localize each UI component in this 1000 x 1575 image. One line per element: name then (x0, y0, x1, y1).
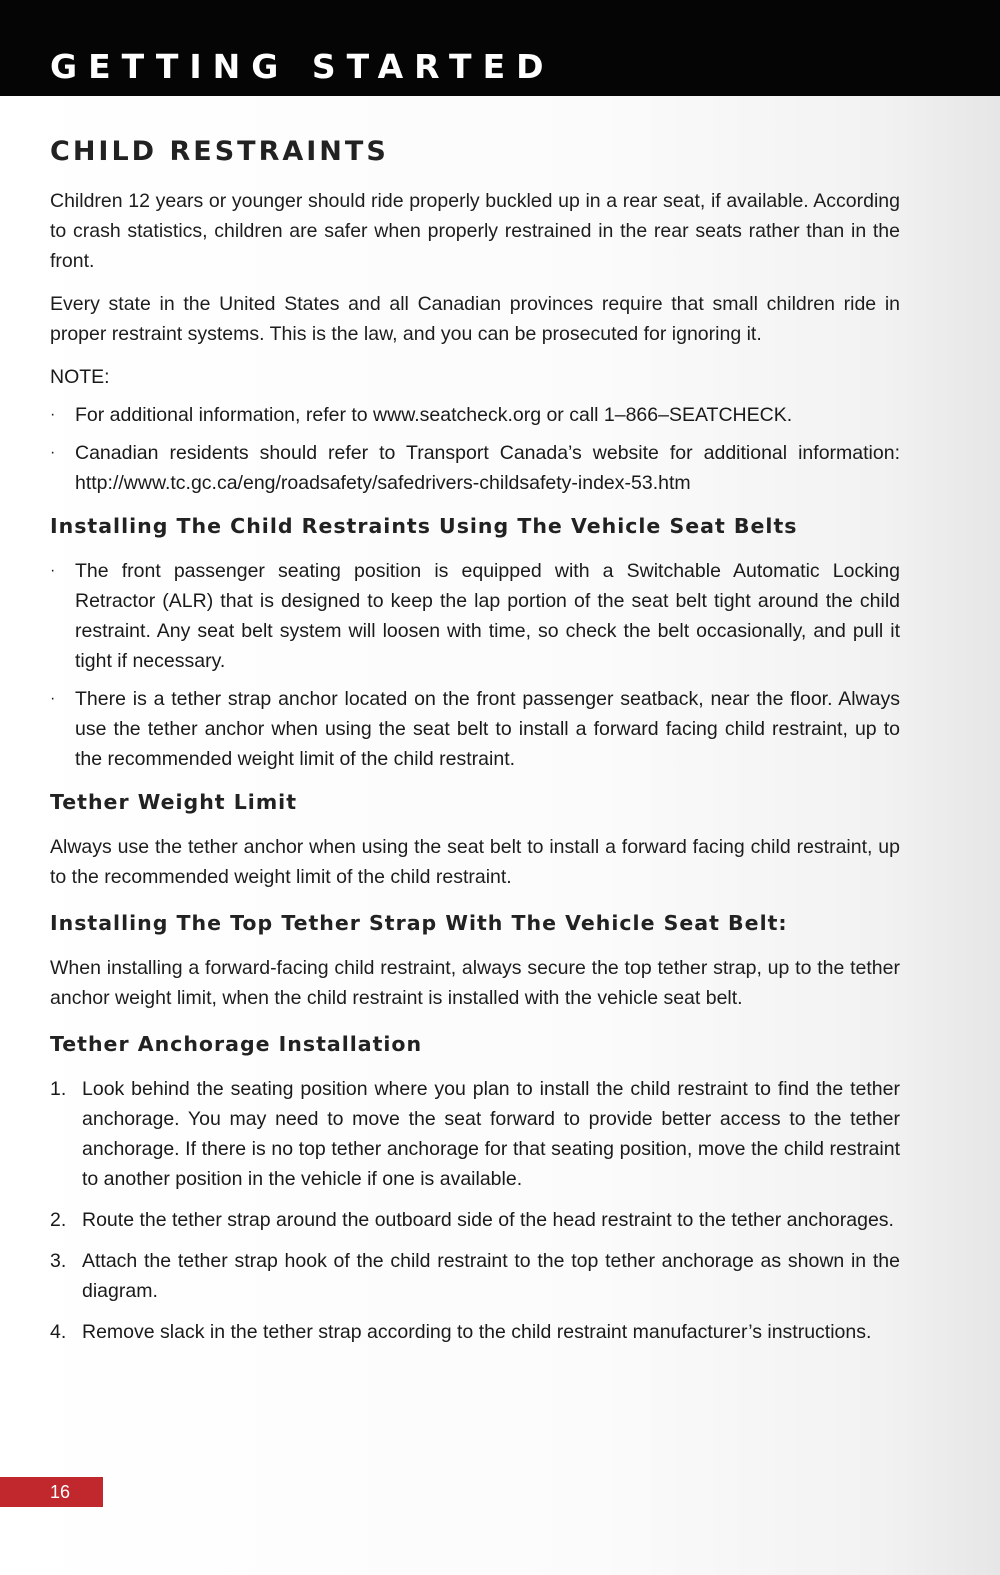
tether-weight-limit-text: Always use the tether anchor when using the seat belt to install a forward facing child restraint, up to the recommended weight limit of the child restraint. (50, 836, 900, 888)
bullet-icon: · (50, 562, 56, 579)
installing-seat-belts-heading: Installing The Child Restraints Using The Vehicle Seat Belts (50, 514, 798, 538)
step-text: Look behind the seating position where you plan to install the child restraint to find the tether anchorage. You may need to move the seat forward to provide better access to the tether anchorage. If there is no top tether anchorage for that seating position, move the child restraint to another position in the vehicle if one is available. (82, 1078, 900, 1190)
step-number: 2. (50, 1209, 67, 1231)
seat-belt-text: The front passenger seating position is equipped with a Switchable Automatic Locking Retractor (ALR) that is designed to keep the lap portion of the seat belt tight around the child restraint. Any seat belt system will loosen with time, so check the belt occasionally, and pull it tight if necessary. (75, 560, 900, 672)
top-tether-strap-heading: Installing The Top Tether Strap With The Vehicle Seat Belt: (50, 911, 788, 935)
section-title: CHILD RESTRAINTS (50, 136, 389, 167)
page-number: 16 (50, 1482, 71, 1502)
note-list (50, 400, 900, 498)
step-number: 1. (50, 1078, 67, 1100)
anchorage-steps (50, 1074, 900, 1347)
bullet-icon: · (50, 444, 56, 461)
bullet-icon: · (50, 690, 56, 707)
page-content (50, 132, 900, 1358)
note-text: Canadian residents should refer to Transport Canada’s website for additional information: http://www.tc.gc.ca/eng/roadsafety/safedrivers-childsafety-index-53.htm (75, 442, 900, 494)
law-paragraph: Every state in the United States and all Canadian provinces require that small children ride in proper restraint systems. This is the law, and you can be prosecuted for ignoring it. (50, 293, 900, 345)
step-number: 3. (50, 1250, 67, 1272)
step-number: 4. (50, 1321, 67, 1343)
seat-belt-text: There is a tether strap anchor located on the front passenger seatback, near the floor. Always use the tether anchor when using the seat belt to install a forward facing child restraint, up to the recommended weight limit of the child restraint. (75, 688, 900, 770)
intro-paragraph: Children 12 years or younger should ride properly buckled up in a rear seat, if available. According to crash statistics, children are safer when properly restrained in the rear seats rather than in the front. (50, 190, 900, 272)
step-text: Attach the tether strap hook of the child restraint to the top tether anchorage as shown in the diagram. (82, 1250, 900, 1302)
top-tether-strap-text: When installing a forward-facing child restraint, always secure the top tether strap, up to the tether anchor weight limit, when the child restraint is installed with the vehicle seat belt. (50, 957, 900, 1009)
header-bar (0, 0, 1000, 96)
tether-weight-limit-heading: Tether Weight Limit (50, 790, 298, 814)
step-text: Remove slack in the tether strap according to the child restraint manufacturer’s instructions. (82, 1321, 872, 1343)
step-text: Route the tether strap around the outboard side of the head restraint to the tether anchorages. (82, 1209, 894, 1231)
step-item (50, 1074, 900, 1194)
seat-belt-item (50, 684, 900, 774)
step-item (50, 1205, 900, 1235)
step-item (50, 1317, 900, 1347)
note-item (50, 438, 900, 498)
seat-belt-list (50, 556, 900, 774)
note-label: NOTE: (50, 366, 110, 388)
bullet-icon: · (50, 406, 56, 423)
note-item (50, 400, 900, 430)
tether-anchorage-heading: Tether Anchorage Installation (50, 1032, 423, 1056)
seat-belt-item (50, 556, 900, 676)
step-item (50, 1246, 900, 1306)
chapter-title: GETTING STARTED (50, 47, 555, 86)
note-text: For additional information, refer to www.seatcheck.org or call 1–866–SEATCHECK. (75, 404, 793, 426)
